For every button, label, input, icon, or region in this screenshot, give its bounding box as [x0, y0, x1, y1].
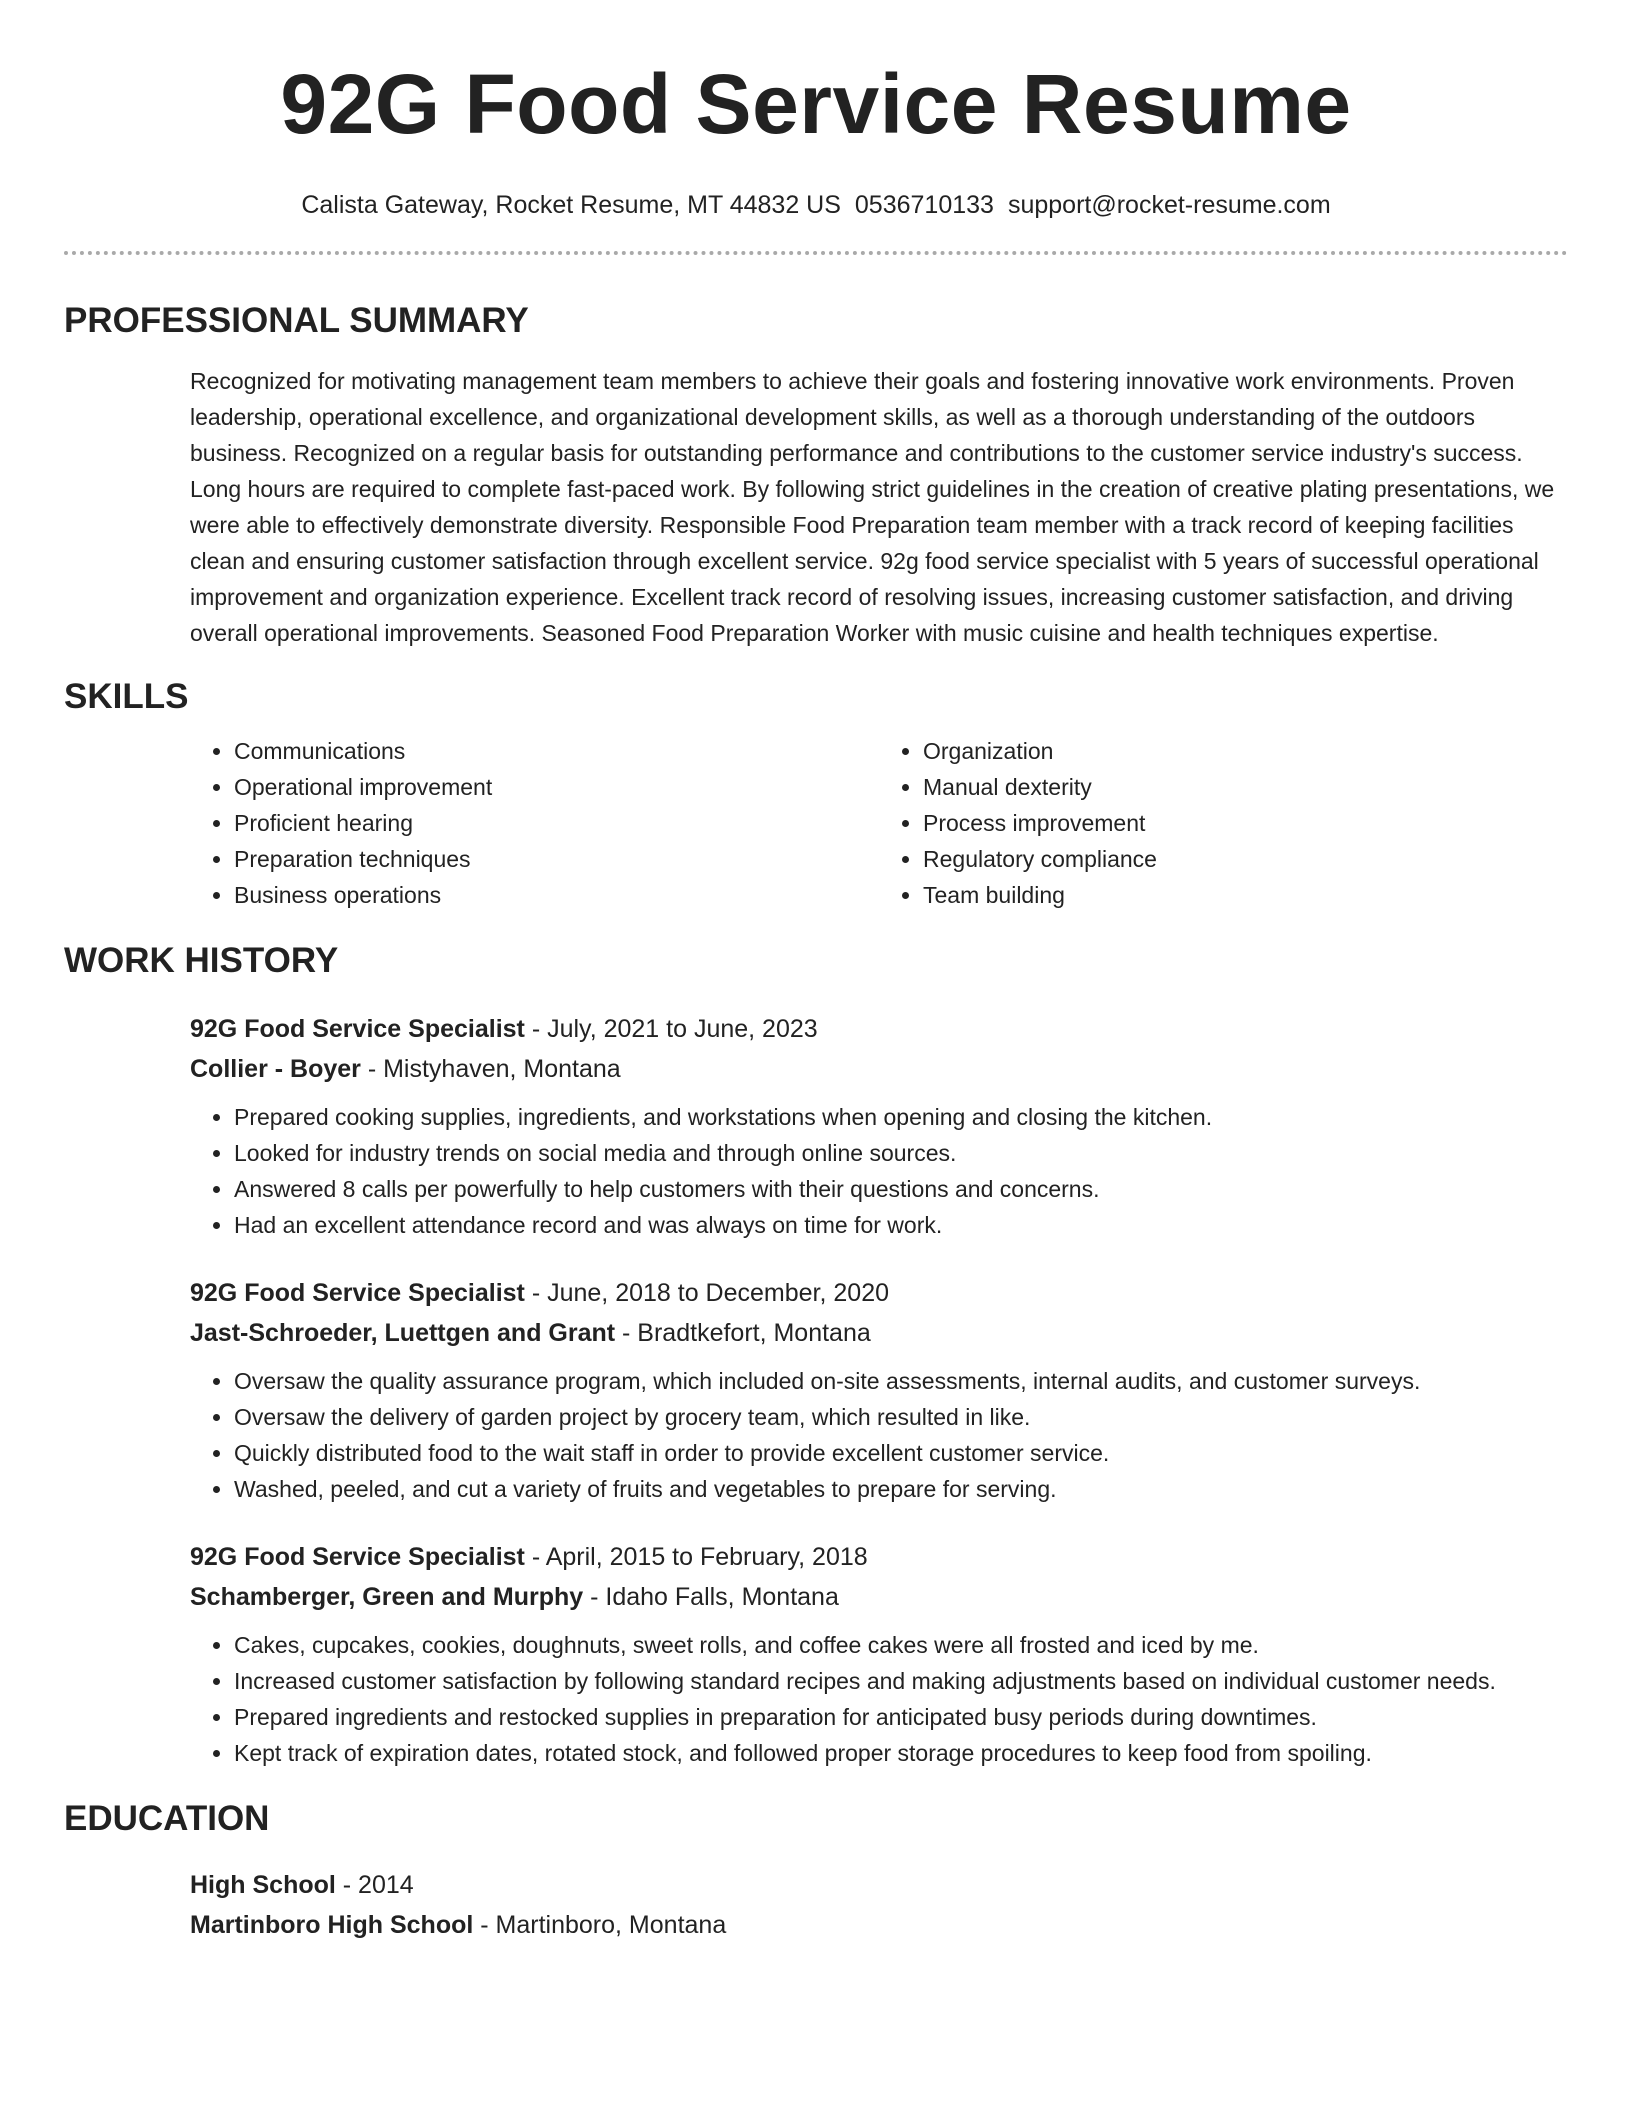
- job-bullet: • Oversaw the delivery of garden project by grocery team, which resulted in like.: [234, 1399, 1568, 1435]
- job-bullet: • Looked for industry trends on social media and through online sources.: [234, 1135, 1568, 1171]
- job-company-line: [190, 1049, 1568, 1089]
- education-school-line: [190, 1905, 1568, 1945]
- education-year: - 2014: [335, 1871, 414, 1899]
- skill-item: • Regulatory compliance: [923, 841, 1568, 877]
- contact-email[interactable]: support@rocket-resume.com: [1007, 191, 1331, 219]
- education-degree-line: [190, 1865, 1568, 1905]
- job-company: Jast-Schroeder, Luettgen and Grant: [190, 1319, 616, 1347]
- job-bullet: • Prepared cooking supplies, ingredients, and workstations when opening and closing the kitchen.: [234, 1099, 1568, 1135]
- education-location: - Martinboro, Montana: [473, 1911, 727, 1939]
- job-company: Collier - Boyer: [190, 1055, 361, 1083]
- skills-list: [190, 733, 1568, 913]
- job-role: 92G Food Service Specialist: [190, 1279, 525, 1307]
- job-bullet: • Oversaw the quality assurance program, which included on-site assessments, internal audits, and customer surveys.: [234, 1363, 1568, 1399]
- job-bullet: • Had an excellent attendance record and was always on time for work.: [234, 1207, 1568, 1243]
- job-company-line: [190, 1313, 1568, 1353]
- work-history-heading: WORK HISTORY: [64, 941, 339, 980]
- education-school: Martinboro High School: [190, 1911, 474, 1939]
- skill-item: • Proficient hearing: [234, 805, 879, 841]
- summary-heading: PROFESSIONAL SUMMARY: [64, 301, 529, 340]
- contact-phone: 0536710133: [854, 191, 994, 219]
- skill-item: • Operational improvement: [234, 769, 879, 805]
- job-location: - Idaho Falls, Montana: [583, 1583, 839, 1611]
- job-bullet: • Washed, peeled, and cut a variety of fruits and vegetables to prepare for serving.: [234, 1471, 1568, 1507]
- job-dates: - June, 2018 to December, 2020: [524, 1279, 889, 1307]
- job-entry: [190, 1273, 1568, 1507]
- job-bullet: • Quickly distributed food to the wait staff in order to provide excellent customer service.: [234, 1435, 1568, 1471]
- job-company-line: [190, 1577, 1568, 1617]
- job-company: Schamberger, Green and Murphy: [190, 1583, 584, 1611]
- skills-column-right: [879, 733, 1568, 913]
- job-location: - Bradtkefort, Montana: [615, 1319, 871, 1347]
- skill-item: • Process improvement: [923, 805, 1568, 841]
- skill-item: • Manual dexterity: [923, 769, 1568, 805]
- job-dates: - April, 2015 to February, 2018: [524, 1543, 868, 1571]
- job-role: 92G Food Service Specialist: [190, 1015, 525, 1043]
- education-heading: EDUCATION: [64, 1799, 270, 1838]
- skill-item: • Organization: [923, 733, 1568, 769]
- job-entry: [190, 1009, 1568, 1243]
- skills-column-left: [190, 733, 879, 913]
- education-entry: [190, 1865, 1568, 1945]
- job-entry: [190, 1537, 1568, 1771]
- job-bullet: • Answered 8 calls per powerfully to help customers with their questions and concerns.: [234, 1171, 1568, 1207]
- job-bullets: [190, 1627, 1568, 1771]
- skill-item: • Communications: [234, 733, 879, 769]
- job-bullet: • Increased customer satisfaction by following standard recipes and making adjustments based on individual customer needs.: [234, 1663, 1568, 1699]
- job-bullets: [190, 1099, 1568, 1243]
- contact-address: Calista Gateway, Rocket Resume, MT 44832 US: [301, 191, 841, 219]
- job-title-line: [190, 1009, 1568, 1049]
- job-bullets: [190, 1363, 1568, 1507]
- job-bullet: • Kept track of expiration dates, rotated stock, and followed proper storage procedures to keep food from spoiling.: [234, 1735, 1568, 1771]
- header-divider: [64, 251, 1568, 255]
- resume-title: 92G Food Service Resume: [280, 57, 1352, 151]
- skill-item: • Team building: [923, 877, 1568, 913]
- summary-text: Recognized for motivating management team members to achieve their goals and fostering innovative work environments. Proven leadership, operational excellence, and organizational development skills, as well as a thorough understanding of the outdoors business. Recognized on a regular basis for outstanding performance and contributions to the customer service industry's success. Long hours are required to complete fast-paced work. By following strict guidelines in the creation of creative plating presentations, we were able to effectively demonstrate diversity. Responsible Food Preparation team member with a track record of keeping facilities clean and ensuring customer satisfaction through excellent service. 92g food service specialist with 5 years of successful operational improvement and organization experience. Excellent track record of resolving issues, increasing customer satisfaction, and driving overall operational improvements. Seasoned Food Preparation Worker with music cuisine and health techniques expertise.: [190, 368, 1555, 646]
- skill-item: • Business operations: [234, 877, 879, 913]
- contact-line: [64, 188, 1568, 222]
- skills-heading: SKILLS: [64, 677, 189, 716]
- job-dates: - July, 2021 to June, 2023: [524, 1015, 818, 1043]
- job-bullet: • Prepared ingredients and restocked supplies in preparation for anticipated busy periods during downtimes.: [234, 1699, 1568, 1735]
- job-title-line: [190, 1273, 1568, 1313]
- skill-item: • Preparation techniques: [234, 841, 879, 877]
- job-location: - Mistyhaven, Montana: [360, 1055, 621, 1083]
- job-bullet: • Cakes, cupcakes, cookies, doughnuts, sweet rolls, and coffee cakes were all frosted and iced by me.: [234, 1627, 1568, 1663]
- education-degree: High School: [190, 1871, 336, 1899]
- job-title-line: [190, 1537, 1568, 1577]
- job-role: 92G Food Service Specialist: [190, 1543, 525, 1571]
